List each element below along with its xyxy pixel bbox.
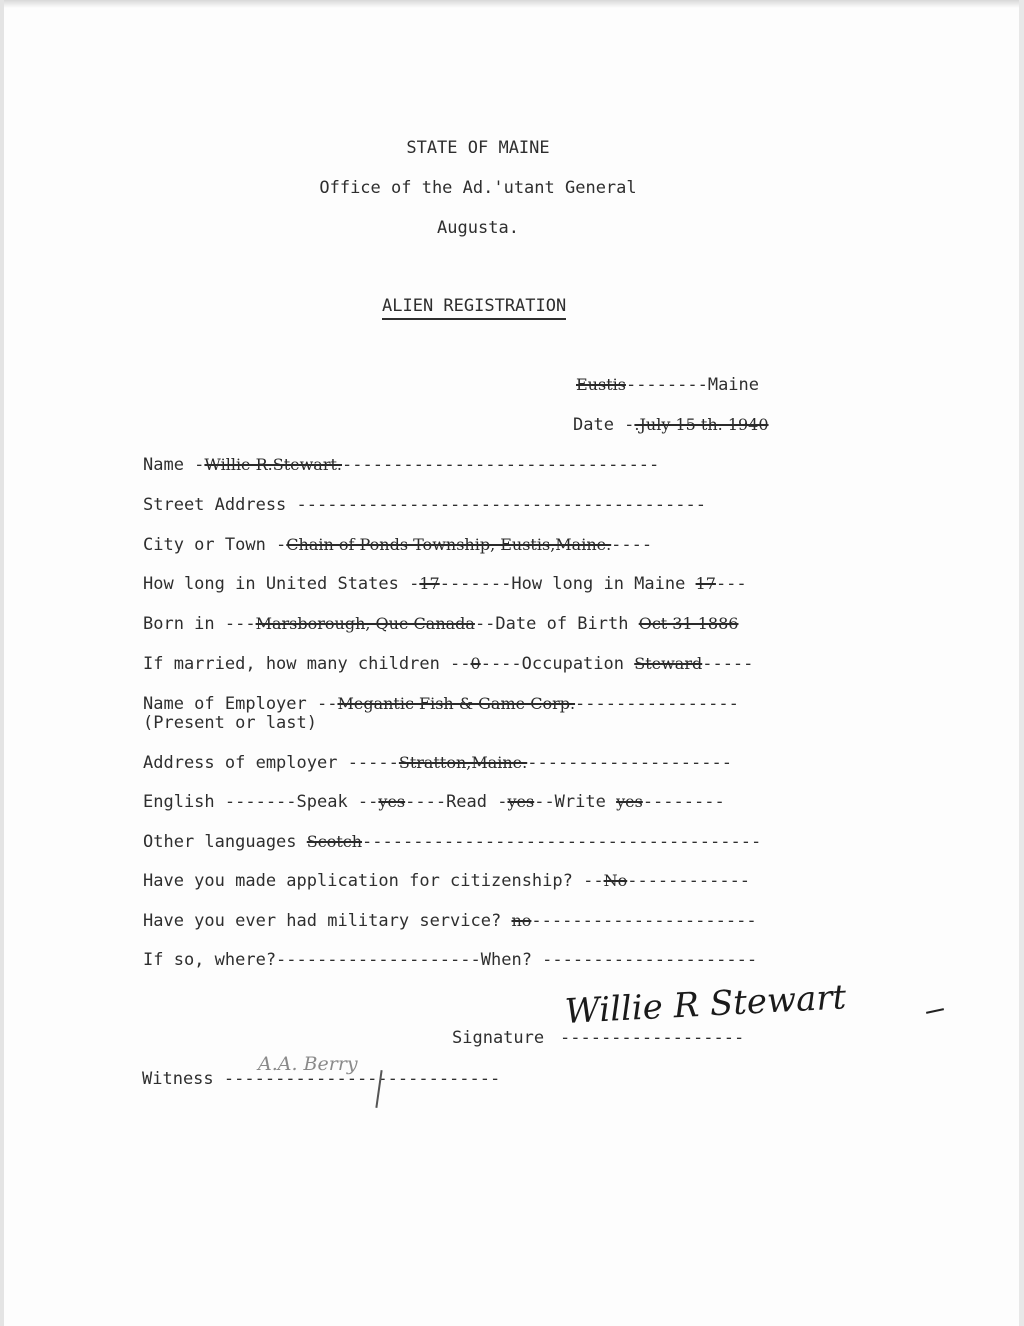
citizenship-line bbox=[143, 871, 750, 891]
city-label: City or Town - bbox=[143, 535, 287, 555]
header-office: Office of the Ad.'utant General bbox=[319, 178, 637, 198]
write-value: yes bbox=[616, 792, 643, 811]
street-label: Street Address bbox=[143, 495, 297, 515]
employer-label: Name of Employer -- bbox=[143, 694, 338, 714]
name-label: Name - bbox=[143, 455, 205, 475]
header-state: STATE OF MAINE bbox=[406, 138, 550, 158]
how-long-maine-value: 17 bbox=[695, 574, 716, 593]
signature-flourish bbox=[926, 1008, 944, 1014]
signature-trail: ------------------ bbox=[560, 1028, 745, 1048]
employer-sublabel: (Present or last) bbox=[143, 713, 317, 733]
military-trail: ---------------------- bbox=[531, 911, 757, 931]
citizenship-trail: ------------ bbox=[627, 871, 751, 891]
date-value: .July 15 th. 1940 bbox=[634, 415, 769, 434]
write-label: --Write bbox=[534, 792, 617, 812]
married-trail: ----- bbox=[702, 654, 754, 674]
how-long-maine-label: -------How long in Maine bbox=[439, 574, 696, 594]
occupation-value: Steward bbox=[634, 654, 703, 673]
employer-address-trail: -------------------- bbox=[527, 753, 732, 773]
english-label: English -------Speak -- bbox=[143, 792, 379, 812]
born-label: Born in --- bbox=[143, 614, 256, 634]
occupation-label: ----Occupation bbox=[480, 654, 635, 674]
born-line bbox=[143, 614, 738, 634]
date-label: Date - bbox=[573, 415, 635, 435]
employer-address-label: Address of employer ----- bbox=[143, 753, 399, 773]
read-value: yes bbox=[507, 792, 535, 811]
where-when-line: If so, where?--------------------When? --------------------- bbox=[143, 950, 758, 970]
other-languages-value: Scotch bbox=[306, 832, 363, 851]
how-long-us-value: 17 bbox=[419, 574, 440, 593]
citizenship-label: Have you made application for citizenship? -- bbox=[143, 871, 604, 891]
place-line bbox=[576, 375, 759, 395]
employer-address-value: Stratton,Maine. bbox=[398, 753, 528, 772]
form-title bbox=[382, 296, 566, 316]
place-value: Eustis bbox=[576, 375, 626, 394]
street-trail: ---------------------------------------- bbox=[296, 495, 706, 515]
how-long-us-label: How long in United States - bbox=[143, 574, 420, 594]
header-city: Augusta. bbox=[437, 218, 519, 238]
other-languages-trail: --------------------------------------- bbox=[362, 832, 762, 852]
witness-trail: ------------------------- bbox=[244, 1069, 501, 1089]
birth-date-value: Oct 31 1886 bbox=[638, 614, 739, 633]
name-trail: ------------------------------- bbox=[342, 455, 660, 475]
military-value: no bbox=[511, 911, 532, 930]
employer-trail: ---------------- bbox=[575, 694, 739, 714]
city-trail: ---- bbox=[611, 535, 653, 555]
employer-value: Megantic Fish & Game Corp. bbox=[337, 694, 576, 713]
children-value: 0 bbox=[470, 654, 481, 673]
how-long-line bbox=[143, 574, 747, 594]
witness-label: Witness -- bbox=[142, 1069, 245, 1089]
other-languages-line bbox=[143, 832, 761, 852]
employer-address-line bbox=[143, 753, 732, 773]
speak-value: yes bbox=[378, 792, 406, 811]
born-value: Marsborough, Que Canada bbox=[255, 614, 475, 633]
citizenship-value: No bbox=[603, 871, 628, 890]
married-line bbox=[143, 654, 753, 674]
scan-edge-top bbox=[0, 0, 1024, 8]
city-line bbox=[143, 535, 652, 555]
name-value: Willie R.Stewart. bbox=[204, 455, 342, 474]
military-label: Have you ever had military service? bbox=[143, 911, 512, 931]
scan-edge-left bbox=[0, 0, 4, 1326]
english-line bbox=[143, 792, 725, 812]
name-line bbox=[143, 455, 659, 475]
place-suffix: --------Maine bbox=[625, 375, 760, 395]
read-label: ----Read - bbox=[405, 792, 508, 812]
form-title-text: ALIEN REGISTRATION bbox=[382, 296, 566, 320]
english-trail: -------- bbox=[642, 792, 725, 812]
city-value: Chain of Ponds Township, Eustis,Maine. bbox=[286, 535, 612, 554]
employer-line bbox=[143, 694, 739, 714]
military-line bbox=[143, 911, 757, 931]
birth-date-label: --Date of Birth bbox=[474, 614, 639, 634]
children-label: If married, how many children -- bbox=[143, 654, 471, 674]
signature-label: Signature bbox=[452, 1028, 545, 1048]
scan-edge-right bbox=[1019, 0, 1024, 1326]
date-line bbox=[573, 415, 769, 435]
witness-handwriting: A.A. Berry bbox=[258, 1053, 358, 1075]
street-line bbox=[143, 495, 706, 515]
other-languages-label: Other languages bbox=[143, 832, 307, 852]
signature-handwriting: Willie R Stewart bbox=[563, 977, 848, 1032]
how-long-trail: --- bbox=[715, 574, 747, 594]
